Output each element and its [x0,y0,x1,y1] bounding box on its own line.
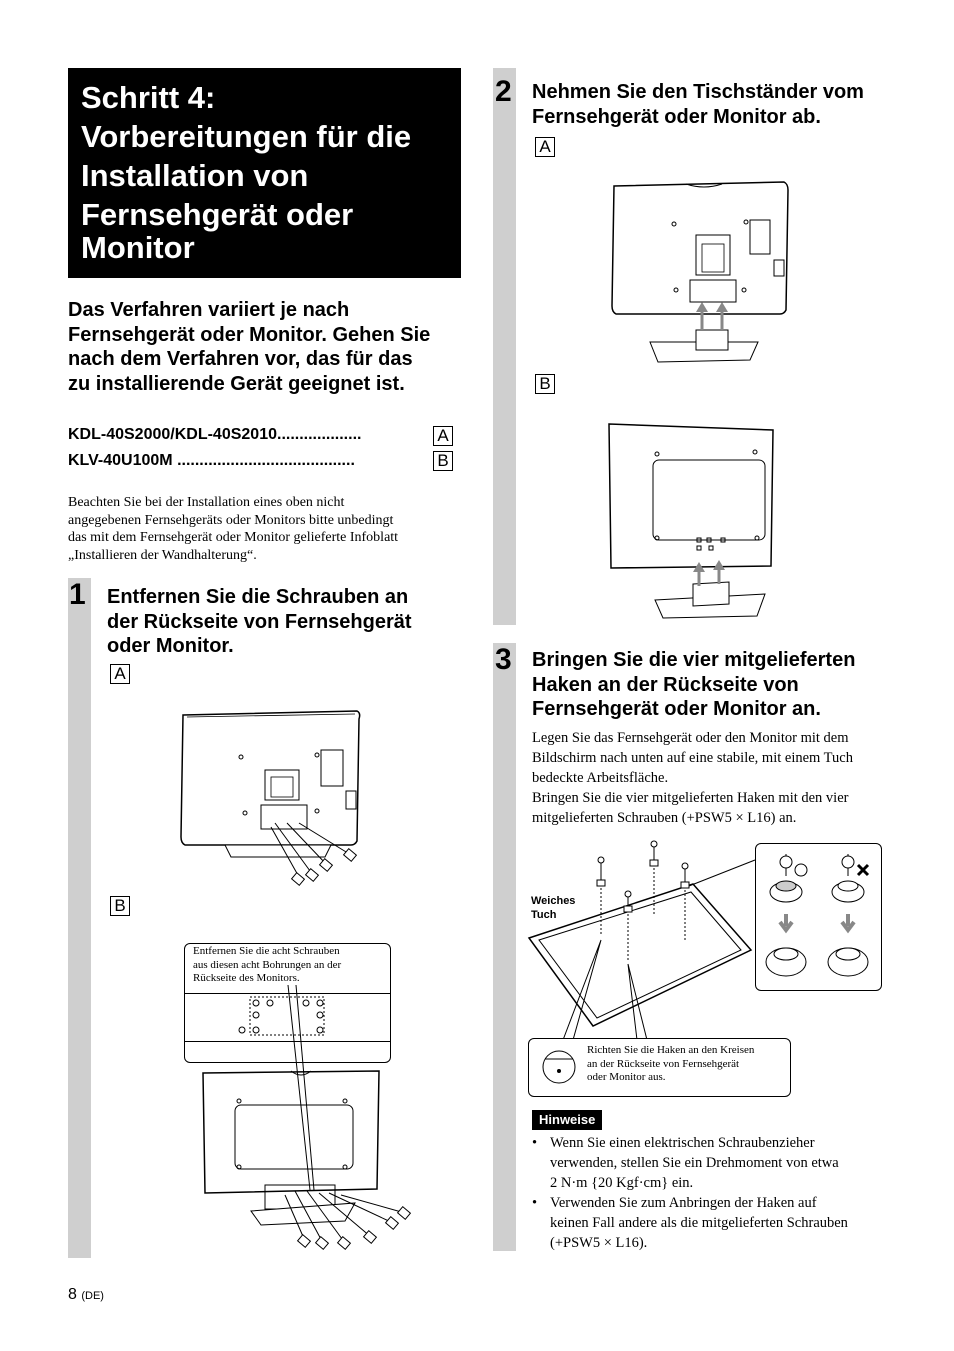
intro-text: Das Verfahren variiert je nach Fernsehgerät oder Monitor. Gehen Sie nach dem Verfahren vor, das für das zu installierende Gerät geeignet ist. [68,299,431,395]
monitor-stand-removal-illustration-b [605,420,785,620]
hook-correct-incorrect-icon [756,844,881,990]
page-footer [68,1286,104,1304]
model-line-a: KDL-40S2000/KDL-40S2010................... [68,426,362,443]
hook-detail-box [755,843,882,991]
step2-badge-b: B [535,374,555,394]
step3-body: Legen Sie das Fernsehgerät oder den Monitor mit dem Bildschirm nach unten auf eine stabile, mit einem Tuch bedeckte Arbeitsfläche. Bringen Sie die vier mitgelieferten Haken mit den vier mitgelieferten Schrauben (+PSW5 × L16) an. [532,730,853,826]
title-block [68,68,461,278]
step2-heading: Nehmen Sie den Tischständer vom Fernsehgerät oder Monitor ab. [532,81,864,128]
tv-stand-removal-illustration-a [610,180,795,370]
step1-callout-text: Entfernen Sie die acht Schrauben aus diesen acht Bohrungen an der Rückseite des Monitors. [193,945,342,984]
model-a-badge: A [433,426,453,446]
step3-bar [493,643,516,1251]
model-b-badge: B [433,451,453,471]
step1-heading: Entfernen Sie die Schrauben an der Rückseite von Fernsehgerät oder Monitor. [107,586,412,657]
hinweise-label: Hinweise [532,1110,602,1130]
hooks-attach-illustration [527,840,757,1040]
alignment-circle-icon [537,1045,581,1089]
language-code: (DE) [81,1290,104,1302]
step1-number: 1 [69,578,86,611]
callout-leader-lines [280,985,320,1195]
tv-back-screws-illustration-a [175,705,375,895]
list-item: • Verwenden Sie zum Anbringen der Haken auf keinen Fall andere als die mitgelieferten Schrauben (+PSW5 × L16). [532,1195,848,1251]
step3-number: 3 [495,643,512,676]
installation-note: Beachten Sie bei der Installation eines oben nicht angegebenen Fernsehgeräts oder Monitors bitte unbedingt das mit dem Fernsehgerät oder Monitor gelieferte Infoblatt „Installieren der Wandhalterung“. [68,495,399,563]
step3-heading: Bringen Sie die vier mitgelieferten Haken an der Rückseite von Fernsehgerät oder Monitor an. [532,649,856,720]
model-line-b: KLV-40U100M ........................................ [68,452,355,469]
step2-number: 2 [495,75,512,108]
step2-bar [493,68,516,625]
step3-callout-text: Richten Sie die Haken an den Kreisen an der Rückseite von Fernsehgerät oder Monitor aus. [587,1044,755,1083]
step3-callout-box [528,1038,791,1097]
step1-badge-a: A [110,664,130,684]
cloth-label: Weiches Tuch [531,895,576,921]
page-title: Schritt 4: Vorbereitungen für die Installation von Fernsehgerät oder Monitor [81,80,412,265]
hinweise-list [532,1133,892,1253]
list-item: • Wenn Sie einen elektrischen Schraubenzieher verwenden, stellen Sie ein Drehmoment von etwa 2 N·m {20 Kgf·cm} ein. [532,1135,839,1191]
step1-bar [68,578,91,1258]
step2-badge-a: A [535,137,555,157]
page-number: 8 [68,1286,77,1303]
step1-badge-b: B [110,896,130,916]
